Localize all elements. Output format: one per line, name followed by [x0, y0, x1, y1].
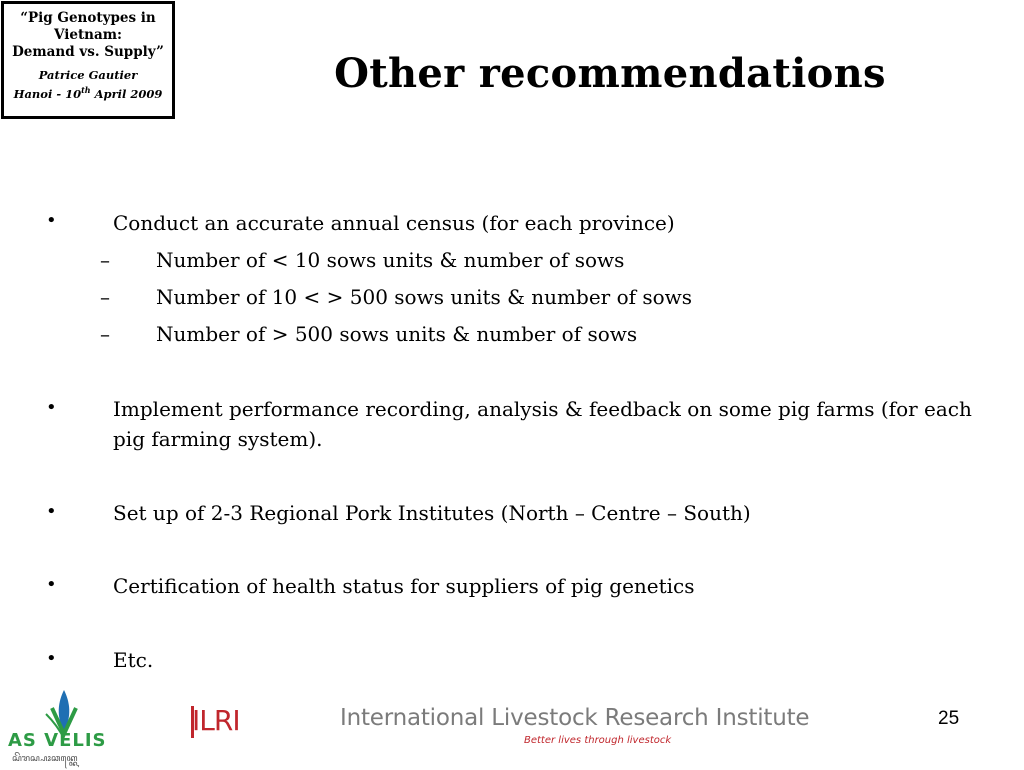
- sub-bullet-small-units: Number of < 10 sows units & number of sows: [156, 248, 625, 272]
- sub-bullet-marker: –: [100, 248, 110, 272]
- presentation-info-box: [1, 1, 175, 119]
- asvelis-script-text: ꦱꦼꦫꦱ꧀ꦥꦴꦕꦏ꧀ꦏꦺ: [12, 754, 78, 764]
- presentation-author: Patrice Gautier: [38, 68, 138, 82]
- bullet-item-etc: Etc.: [113, 648, 154, 672]
- asvelis-name: AS VELIS: [8, 730, 107, 751]
- bullet-item-institutes: Set up of 2-3 Regional Pork Institutes (North – Centre – South): [113, 501, 751, 525]
- bullet-marker: •: [46, 574, 57, 595]
- bullet-marker: •: [46, 648, 57, 669]
- ilri-logo: ILRI: [192, 704, 240, 737]
- ilri-tagline: Better lives through livestock: [524, 735, 672, 746]
- presentation-date: Hanoi - 10th April 2009: [13, 85, 163, 101]
- ilri-organization-name: International Livestock Research Institute: [340, 705, 810, 731]
- bullet-marker: •: [46, 397, 57, 418]
- sub-bullet-marker: –: [100, 285, 110, 309]
- bullet-item-census: Conduct an accurate annual census (for each province): [113, 211, 675, 235]
- bullet-marker: •: [46, 501, 57, 522]
- sub-bullet-marker: –: [100, 322, 110, 346]
- sub-bullet-large-units: Number of > 500 sows units & number of sows: [156, 322, 638, 346]
- presentation-title: “Pig Genotypes in Vietnam: Demand vs. Supply”: [12, 10, 164, 60]
- sub-bullet-medium-units: Number of 10 < > 500 sows units & number of sows: [156, 285, 693, 309]
- slide-page-number: 25: [938, 708, 960, 729]
- bullet-item-certification: Certification of health status for suppliers of pig genetics: [113, 574, 695, 598]
- slide-title: Other recommendations: [334, 50, 886, 97]
- bullet-item-performance: Implement performance recording, analysis & feedback on some pig farms (for each pig farming system).: [113, 397, 972, 451]
- bullet-marker: •: [46, 210, 57, 231]
